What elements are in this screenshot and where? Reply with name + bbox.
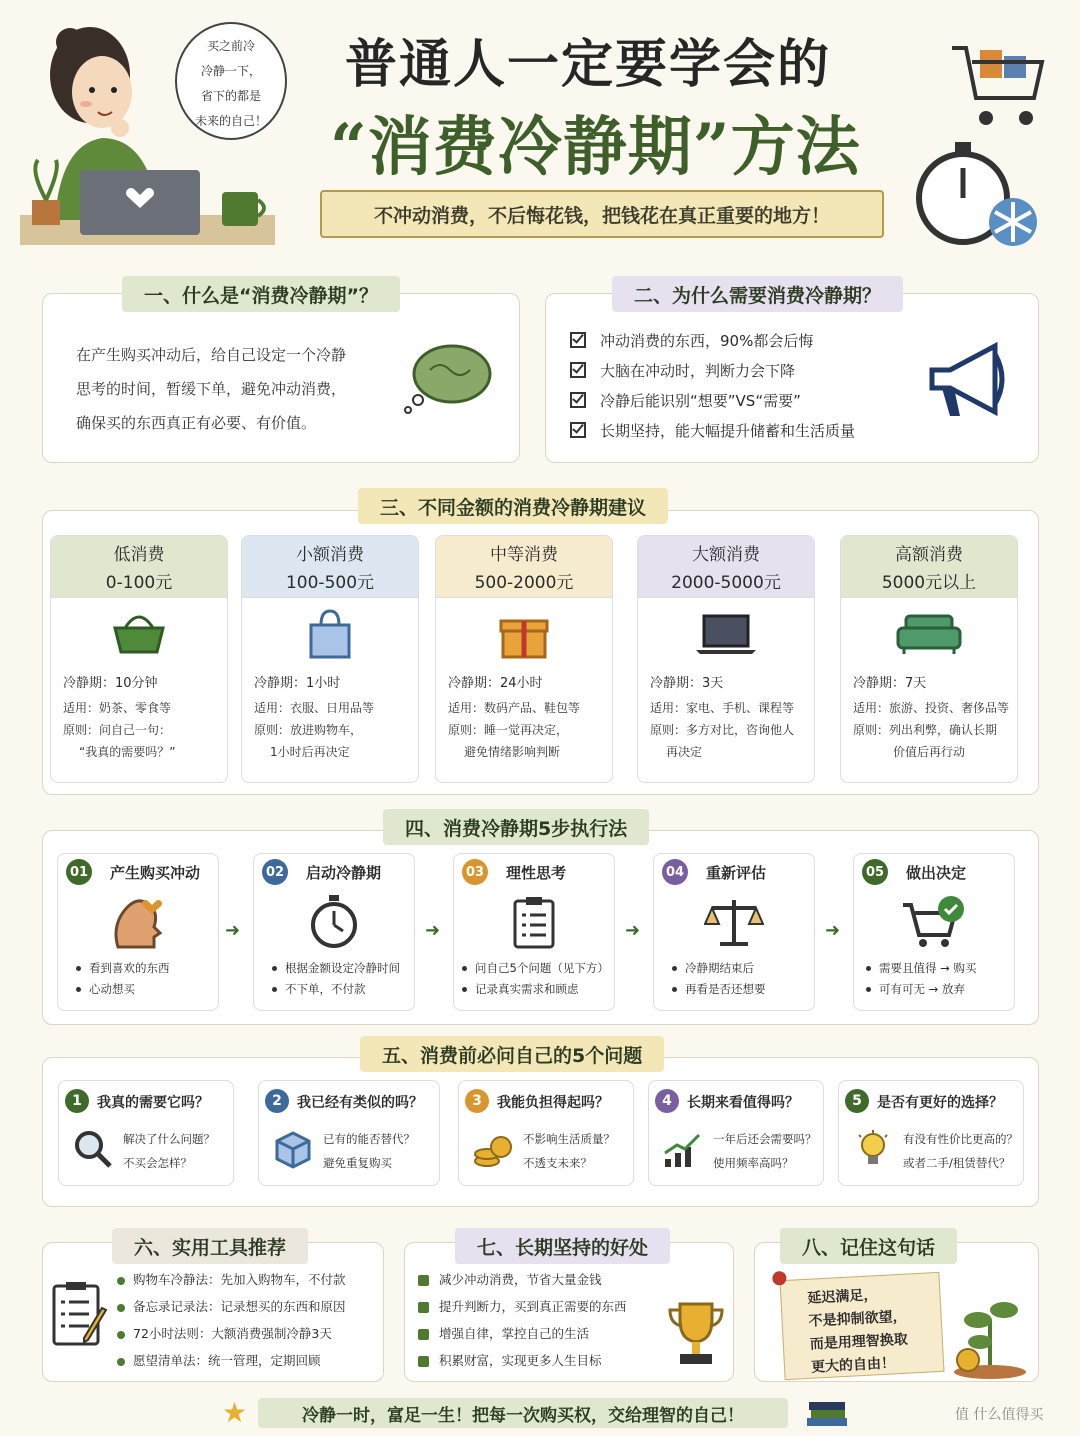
step-title: 产生购买冲动	[110, 864, 201, 882]
watermark: 值 什么值得买	[955, 1407, 1044, 1423]
step-bullet	[272, 960, 400, 976]
question-number: 1	[65, 1089, 89, 1113]
check-item-text: 冲动消费的东西，90%都会后悔	[600, 331, 814, 350]
step-card-4	[653, 853, 815, 1011]
question-detail: 不透支未来？	[523, 1156, 592, 1170]
list-item	[117, 1347, 346, 1374]
gift-box-icon	[436, 598, 612, 670]
check-item-text: 长期坚持，能大幅提升储蓄和生活质量	[600, 421, 856, 440]
step-number: 03	[462, 859, 488, 885]
tier-rule-cont: 1小时后再决定	[270, 745, 350, 759]
step-title: 理性思考	[506, 864, 567, 882]
check-item	[570, 385, 855, 415]
list-item	[418, 1347, 627, 1374]
tier-period: 冷静期：10分钟	[63, 676, 158, 691]
tier-rule: 原则：放进购物车，	[254, 723, 363, 737]
question-detail: 避免重复购买	[323, 1156, 392, 1170]
list-item	[117, 1293, 346, 1320]
bullet-dot	[462, 966, 467, 971]
arrow-right-icon: ➜	[625, 920, 641, 941]
bullet-text: 可有可无 → 放弃	[879, 982, 965, 996]
benefits-list	[418, 1266, 627, 1374]
cart-check-icon	[854, 892, 1014, 952]
question-number: 4	[655, 1089, 679, 1113]
list-item-text: 愿望清单法：统一管理，定期回顾	[133, 1353, 321, 1368]
tier-period: 冷静期：1小时	[254, 676, 341, 691]
tier-rule: 原则：问自己一句：	[63, 723, 172, 737]
growth-chart-icon	[663, 1129, 703, 1169]
tier-header	[841, 536, 1017, 598]
list-item	[418, 1293, 627, 1320]
tier-apply: 适用：家电、手机、课程等	[650, 701, 795, 715]
tier-rule-cont: 再决定	[666, 745, 703, 759]
bullet-text: 冷静期结束后	[685, 961, 754, 975]
step-title: 做出决定	[906, 864, 967, 882]
tier-name: 小额消费	[296, 545, 364, 565]
tier-range: 100-500元	[285, 573, 375, 593]
tier-name: 高额消费	[895, 545, 963, 565]
step-bullet	[866, 981, 965, 997]
pushpin-icon	[772, 1271, 787, 1286]
question-card-2	[258, 1080, 440, 1186]
bullet-dot	[272, 966, 277, 971]
bullet-text: 记录真实需求和顾虑	[475, 982, 579, 996]
question-detail: 或者二手/租赁替代？	[903, 1156, 1011, 1170]
step-card-3	[453, 853, 615, 1011]
section4-heading: 四、消费冷静期5步执行法	[383, 809, 649, 845]
checkbox-icon	[418, 1275, 429, 1286]
step-card-5	[853, 853, 1015, 1011]
checkbox-icon	[418, 1302, 429, 1313]
star-icon: ★	[222, 1396, 248, 1429]
checkbox-icon	[570, 332, 586, 348]
bullet-dot	[866, 987, 871, 992]
footer-slogan: 冷静一时，富足一生！把每一次购买权，交给理智的自己！	[258, 1398, 788, 1428]
bullet-dot	[272, 987, 277, 992]
head-heart-icon	[58, 892, 218, 952]
tier-header	[638, 536, 814, 598]
page-title-line2: “消费冷静期”方法	[330, 110, 861, 185]
arrow-right-icon: ➜	[225, 920, 241, 941]
laptop-icon	[638, 598, 814, 670]
question-detail: 不影响生活质量？	[523, 1132, 615, 1146]
box-icon	[273, 1129, 313, 1169]
tier-card-large	[637, 535, 815, 783]
question-detail: 不买会怎样？	[123, 1156, 192, 1170]
bullet-text: 不下单，不付款	[285, 982, 366, 996]
books-icon	[805, 1400, 849, 1432]
tier-card-high	[840, 535, 1018, 783]
bullet-text: 问自己5个问题（见下方）	[475, 961, 609, 975]
quote-line: 不是抑制欲望，	[808, 1308, 907, 1330]
question-title: 我已经有类似的吗？	[297, 1095, 423, 1111]
step-number: 01	[66, 859, 92, 885]
trophy-icon	[666, 1300, 726, 1374]
tier-period: 冷静期：3天	[650, 676, 724, 691]
tier-rule: 原则：睡一觉再决定，	[448, 723, 569, 737]
bullet-dot	[672, 987, 677, 992]
question-card-3	[458, 1080, 634, 1186]
bullet-dot	[866, 966, 871, 971]
balance-scale-icon	[654, 892, 814, 952]
stopwatch-icon	[254, 892, 414, 952]
step-number: 04	[662, 859, 688, 885]
question-number: 3	[465, 1089, 489, 1113]
step-card-1	[57, 853, 219, 1011]
bullet-dot	[462, 987, 467, 992]
subtitle-banner: 不冲动消费，不后悔花钱，把钱花在真正重要的地方！	[320, 190, 884, 238]
check-item-text: 大脑在冲动时，判断力会下降	[600, 361, 796, 380]
bullet-dot	[117, 1358, 125, 1366]
list-item-text: 备忘录记录法：记录想买的东西和原因	[133, 1299, 346, 1314]
tier-name: 低消费	[113, 545, 165, 565]
arrow-right-icon: ➜	[825, 920, 841, 941]
quote-line: 更大的自由！	[810, 1355, 896, 1376]
section5-heading: 五、消费前必问自己的5个问题	[360, 1036, 664, 1072]
clipboard-checklist-icon	[454, 892, 614, 952]
step-bullet	[462, 960, 609, 976]
text-line: 在产生购买冲动后，给自己设定一个冷静	[76, 346, 347, 364]
question-title: 是否有更好的选择？	[877, 1095, 1003, 1111]
bullet-text: 心动想买	[89, 982, 135, 996]
magnifier-icon	[73, 1129, 113, 1169]
tier-card-small	[241, 535, 419, 783]
bullet-text: 再看是否还想要	[685, 982, 766, 996]
question-title: 我真的需要它吗？	[97, 1095, 209, 1111]
sticky-note	[779, 1272, 944, 1380]
check-item	[570, 325, 855, 355]
checkbox-icon	[570, 422, 586, 438]
bullet-dot	[76, 987, 81, 992]
bubble-line: 省下的都是	[200, 89, 261, 103]
tier-period: 冷静期：24小时	[448, 676, 543, 691]
list-item-text: 72小时法则：大额消费强制冷静3天	[133, 1326, 332, 1341]
tier-range: 0-100元	[105, 573, 173, 593]
page-title-line1: 普通人一定要学会的	[345, 34, 832, 95]
section2-list	[570, 325, 855, 445]
question-number: 5	[845, 1089, 869, 1113]
tier-range: 2000-5000元	[671, 573, 781, 593]
bullet-dot	[672, 966, 677, 971]
tier-card-medium	[435, 535, 613, 783]
step-bullet	[672, 960, 754, 976]
question-card-4	[648, 1080, 824, 1186]
step-title: 重新评估	[706, 864, 767, 882]
bullet-dot	[117, 1277, 125, 1285]
sofa-icon	[841, 598, 1017, 670]
list-item	[418, 1320, 627, 1347]
question-title: 我能负担得起吗？	[497, 1095, 609, 1111]
check-item	[570, 415, 855, 445]
text-line: 思考的时间，暂缓下单，避免冲动消费，	[76, 380, 347, 398]
bullet-text: 根据金额设定冷静时间	[285, 961, 400, 975]
section8-heading: 八、记住这句话	[780, 1228, 957, 1264]
question-detail: 已有的能否替代？	[323, 1132, 415, 1146]
tier-rule: 原则：多方对比，咨询他人	[650, 723, 795, 737]
step-bullet	[462, 981, 579, 997]
bullet-text: 需要且值得 → 购买	[879, 961, 977, 975]
list-item-text: 购物车冷静法：先加入购物车，不付款	[133, 1272, 346, 1287]
section2-heading: 二、为什么需要消费冷静期？	[612, 276, 903, 312]
bullet-dot	[117, 1304, 125, 1312]
section3-heading: 三、不同金额的消费冷静期建议	[358, 488, 668, 524]
tier-rule-cont: 避免情绪影响判断	[464, 745, 561, 759]
step-title: 启动冷静期	[306, 864, 382, 882]
thought-bubble	[175, 22, 287, 140]
list-item-text: 增强自律，掌控自己的生活	[439, 1326, 590, 1341]
list-item-text: 减少冲动消费，节省大量金钱	[439, 1272, 602, 1287]
list-item	[117, 1320, 346, 1347]
check-item-text: 冷静后能识别“想要”VS“需要”	[600, 391, 801, 410]
step-bullet	[866, 960, 976, 976]
step-number: 02	[262, 859, 288, 885]
tier-rule: 原则：列出利弊，确认长期	[853, 723, 998, 737]
tier-header	[436, 536, 612, 598]
bubble-line: 买之前冷	[206, 39, 255, 53]
tier-range: 500-2000元	[474, 573, 574, 593]
tier-range: 5000元以上	[881, 573, 977, 593]
question-number: 2	[265, 1089, 289, 1113]
section7-heading: 七、长期坚持的好处	[455, 1228, 670, 1264]
step-number: 05	[862, 859, 888, 885]
arrow-right-icon: ➜	[425, 920, 441, 941]
list-item-text: 提升判断力，买到真正需要的东西	[439, 1299, 627, 1314]
brain-icon	[400, 340, 495, 419]
tier-apply: 适用：旅游、投资、奢侈品等	[853, 701, 1010, 715]
tier-apply: 适用：奶茶、零食等	[63, 701, 172, 715]
question-card-1	[58, 1080, 234, 1186]
megaphone-icon	[922, 340, 1012, 429]
step-bullet	[672, 981, 766, 997]
text-line: 确保买的东西真正有必要、有价值。	[76, 414, 317, 432]
step-bullet	[272, 981, 366, 997]
tier-name: 中等消费	[490, 545, 558, 565]
bullet-dot	[117, 1331, 125, 1339]
question-card-5	[838, 1080, 1024, 1186]
tier-header	[242, 536, 418, 598]
shopping-cart-icon	[950, 40, 1050, 139]
bullet-dot	[76, 966, 81, 971]
step-bullet	[76, 981, 135, 997]
bubble-line: 冷静一下，	[200, 64, 261, 78]
stopwatch-snowflake-icon	[915, 140, 1045, 259]
clipboard-pencil-icon	[52, 1280, 110, 1352]
section1-heading: 一、什么是“消费冷静期”？	[122, 276, 400, 312]
checkbox-icon	[570, 362, 586, 378]
tier-apply: 适用：衣服、日用品等	[254, 701, 375, 715]
tier-rule-cont: 价值后再行动	[893, 745, 966, 759]
section6-heading: 六、实用工具推荐	[112, 1228, 308, 1264]
checkbox-icon	[418, 1356, 429, 1367]
bullet-text: 看到喜欢的东西	[89, 961, 170, 975]
tier-name: 大额消费	[692, 545, 760, 565]
tier-apply: 适用：数码产品、鞋包等	[448, 701, 581, 715]
plant-coins-icon	[950, 1290, 1030, 1384]
section1-text	[76, 338, 346, 440]
coins-icon	[473, 1129, 513, 1169]
list-item-text: 积累财富，实现更多人生目标	[439, 1353, 602, 1368]
tier-header	[51, 536, 227, 598]
step-card-2	[253, 853, 415, 1011]
tier-card-low	[50, 535, 228, 783]
basket-icon	[51, 598, 227, 670]
tools-list	[117, 1266, 346, 1374]
quote-line: 延迟满足，	[807, 1287, 878, 1307]
tier-rule-cont: “我真的需要吗？”	[79, 745, 176, 759]
checkbox-icon	[570, 392, 586, 408]
bubble-line: 未来的自己！	[194, 114, 267, 128]
question-title: 长期来看值得吗？	[687, 1095, 799, 1111]
question-detail: 有没有性价比更高的？	[903, 1132, 1018, 1146]
tier-period: 冷静期：7天	[853, 676, 927, 691]
list-item	[117, 1266, 346, 1293]
question-detail: 一年后还会需要吗？	[713, 1132, 817, 1146]
question-detail: 解决了什么问题？	[123, 1132, 215, 1146]
checkbox-icon	[418, 1329, 429, 1340]
shopping-bag-icon	[242, 598, 418, 670]
lightbulb-icon	[853, 1129, 893, 1169]
quote-line: 而是用理智换取	[809, 1331, 909, 1353]
step-bullet	[76, 960, 170, 976]
check-item	[570, 355, 855, 385]
list-item	[418, 1266, 627, 1293]
question-detail: 使用频率高吗？	[713, 1156, 794, 1170]
